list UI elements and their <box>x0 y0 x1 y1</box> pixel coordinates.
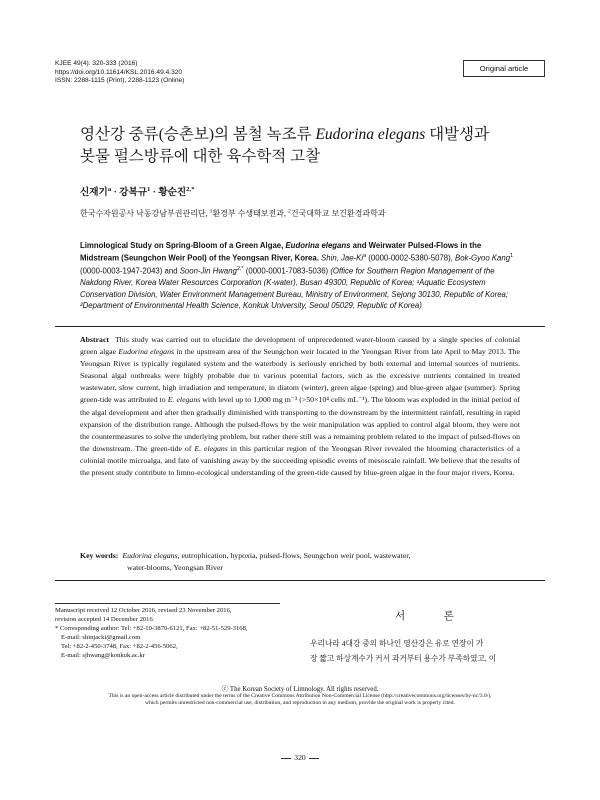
phone-2: Tel: +82-2-450-3748, Fax: +82-2-456-5062, <box>61 643 178 650</box>
english-title-species: Eudorina elegans <box>285 241 351 250</box>
orcid-1: (0000-0002-5380-5078), <box>366 254 456 263</box>
title-species: Eudorina elegans <box>315 126 426 143</box>
corresponding-author: * Corresponding author: Tel: +82-10-3870-6121, Fax: +82-51-529-3168, <box>55 625 248 632</box>
journal-header <box>55 60 184 86</box>
english-author-1: Shin, Jae-Ki <box>321 254 364 263</box>
page-number <box>0 753 600 762</box>
keyword-species: Eudorina elegans <box>122 551 178 560</box>
journal-doi[interactable]: https://doi.org/10.11614/KSL.2016.49.4.320 <box>55 68 183 76</box>
keywords-line-1: , eutrophication, hypoxia, pulsed-flows, Seungchon weir pool, wastewater, <box>177 551 411 560</box>
author-3: 황순진 <box>158 187 187 198</box>
english-title-rest: and Weirwater Pulsed-Flows in the Midstream (Seungchon Weir Pool) of the Yeongsan River, Korea. <box>80 241 482 263</box>
abstract-species-1: Eudorina elegans <box>118 347 175 357</box>
english-author-2: Bok-Gyoo Kang <box>455 254 511 263</box>
english-affiliation: (Office for Southern Region Management of the Nakdong River, Korea Water Resources Corporation (K-water), Busan 49300, Republic of Korea; ¹Aquatic Ecosystem Conservation Division, Water Environment Management Bureau, Ministry of Environment, Sejong 30130, Republic of Korea; ²Department of Environmental Health Science, Konkuk University, Seoul 05029, Republic of Korea) <box>80 267 509 311</box>
abstract-species-3: E. elegans <box>194 443 228 453</box>
email-2[interactable]: E-mail: sjhwang@konkuk.ac.kr <box>61 652 145 659</box>
author-3-sup: 2,* <box>186 185 195 193</box>
author-1: 신재기 <box>80 187 108 198</box>
abstract-text-1: This study was carried out to elucidate the development of unprecedented water-bloom caused by a single species of colonial green algae <box>80 335 520 357</box>
dash-icon <box>281 758 291 759</box>
copyright: ⓒ The Korean Society of Limnology. All rights reserved. <box>221 686 379 693</box>
english-author-3: Soon-Jin Hwang <box>179 267 237 276</box>
abstract-species-2: E. elegans <box>167 395 201 405</box>
author-1-sup: a <box>107 185 112 193</box>
affiliation-korean <box>80 208 386 219</box>
title-line-1 <box>80 124 550 146</box>
paper-title-korean <box>80 124 550 168</box>
author-separator: · <box>150 187 159 198</box>
page-number-value: 320 <box>294 753 306 762</box>
footnote-divider <box>55 603 280 604</box>
dash-icon <box>309 758 319 759</box>
abstract-text-4: in this particular region of the Yeongsan River revealed the blooming characteristics of a colonial motile microalga, and fate of vanishing away by the succeeding episodic events of mesoscale rainfall. We believe that the results of the present study contribute to limno-ecological understanding of the green-tide caused by blue-green algae in the four major rivers, Korea. <box>80 443 520 478</box>
journal-citation: KJEE 49(4): 320-333 (2016) <box>55 60 138 67</box>
affiliation-c: 건국대학교 보건환경과학과 <box>290 209 386 218</box>
english-title: Limnological Study on Spring-Bloom of a Green Algae, <box>80 241 284 250</box>
introduction-text <box>310 636 550 666</box>
license-notice <box>40 693 560 708</box>
english-author-1-sup: a <box>363 253 367 260</box>
author-2: 강복규 <box>119 187 147 198</box>
english-author-2-sup: 1 <box>510 253 514 260</box>
manuscript-received: Manuscript received 12 October 2016, revised 23 November 2016, <box>55 607 232 614</box>
affiliation-a: 한국수자원공사 낙동강남부권관리단, <box>80 209 208 218</box>
abstract-text-3: with level up to 1,000 mg m⁻³ (>50×10⁴ cells mL⁻¹). The bloom was exploded in the initial period of the algal development and after then gradually diminished with transporting to the downstream by the intermittent rainfall, resulting in rapid expansion of the distribution range. Although the pulsed-flows by the weir manipulation was applied to control algal bloom, they were not the countermeasures to solve the underlying problem, but rather there still was a remaining problem related to the impact of pulsed-flows on the downstream. The green-tide of <box>80 395 520 453</box>
intro-line-2: 장 짧고 하상계수가 커서 과거부터 용수가 부족하였고, 이 <box>310 654 497 663</box>
orcid-3: (0000-0001-7083-5036) <box>243 267 331 276</box>
author-separator: · <box>111 187 120 198</box>
author-list-korean <box>80 184 195 198</box>
license-line-2: which permits unrestricted non-commercial use, distribution, and reproduction in any medium, provide the original work is properly cited. <box>145 700 455 707</box>
journal-issn: ISSN: 2288-1115 (Print), 2288-1123 (Online) <box>55 77 185 85</box>
introduction-heading: 서 론 <box>395 611 472 622</box>
affiliation-b: 환경부 수생태보전과, <box>212 209 287 218</box>
manuscript-info <box>55 606 295 660</box>
abstract <box>80 334 520 479</box>
license-line-1: This is an open-access article distributed under the terms of the Creative Commons Attribution Non-Commercial License (http://creativecommons.org/licenses/by-nc/3.0/), <box>108 693 492 699</box>
affiliation-c-sup: 2 <box>288 208 291 215</box>
keywords-label: Key words: <box>80 551 119 560</box>
keywords <box>80 550 520 574</box>
abstract-top-divider <box>55 326 545 327</box>
title-prefix: 영산강 중류(승촌보)의 봄철 녹조류 <box>80 126 316 143</box>
manuscript-accepted: revision accepted 14 December 2016 <box>55 616 153 623</box>
abstract-text-2: in the upstream area of the Seungchon weir located in the Yeongsan River from late April to May 2013. The Yeongsan River is typically regulated system and the waterbody is seriously enriched by both external and internal sources of nutrients. Seasonal algal outbreaks were highly probable due to various potential factors, such as the excessive nutrients contained in treated wastewater, slow current, high irradiation and temperature, in diatom (winter), green algae (spring) and blue-green algae (summer). Spring green-tide was attributed to <box>80 347 520 405</box>
article-type-badge: Original article <box>463 60 545 77</box>
english-title-block <box>80 240 520 312</box>
intro-line-1: 우리나라 4대강 중의 하나인 영산강은 유로 연장이 가 <box>310 639 484 648</box>
email-1[interactable]: E-mail: shinjacki@gmail.com <box>61 634 141 641</box>
english-author-3-sup: 2,* <box>236 266 244 273</box>
affiliation-b-sup: 1 <box>209 208 213 215</box>
author-2-sup: 1 <box>146 185 151 193</box>
abstract-bottom-divider <box>55 580 545 581</box>
abstract-label: Abstract <box>80 335 110 344</box>
orcid-2: (0000-0003-1947-2043) and <box>80 267 180 276</box>
title-line-2: 봇물 펄스방류에 대한 육수학적 고찰 <box>80 148 321 165</box>
keywords-line-2: water-blooms, Yeongsan River <box>127 563 223 572</box>
title-suffix: 대발생과 <box>425 126 490 143</box>
